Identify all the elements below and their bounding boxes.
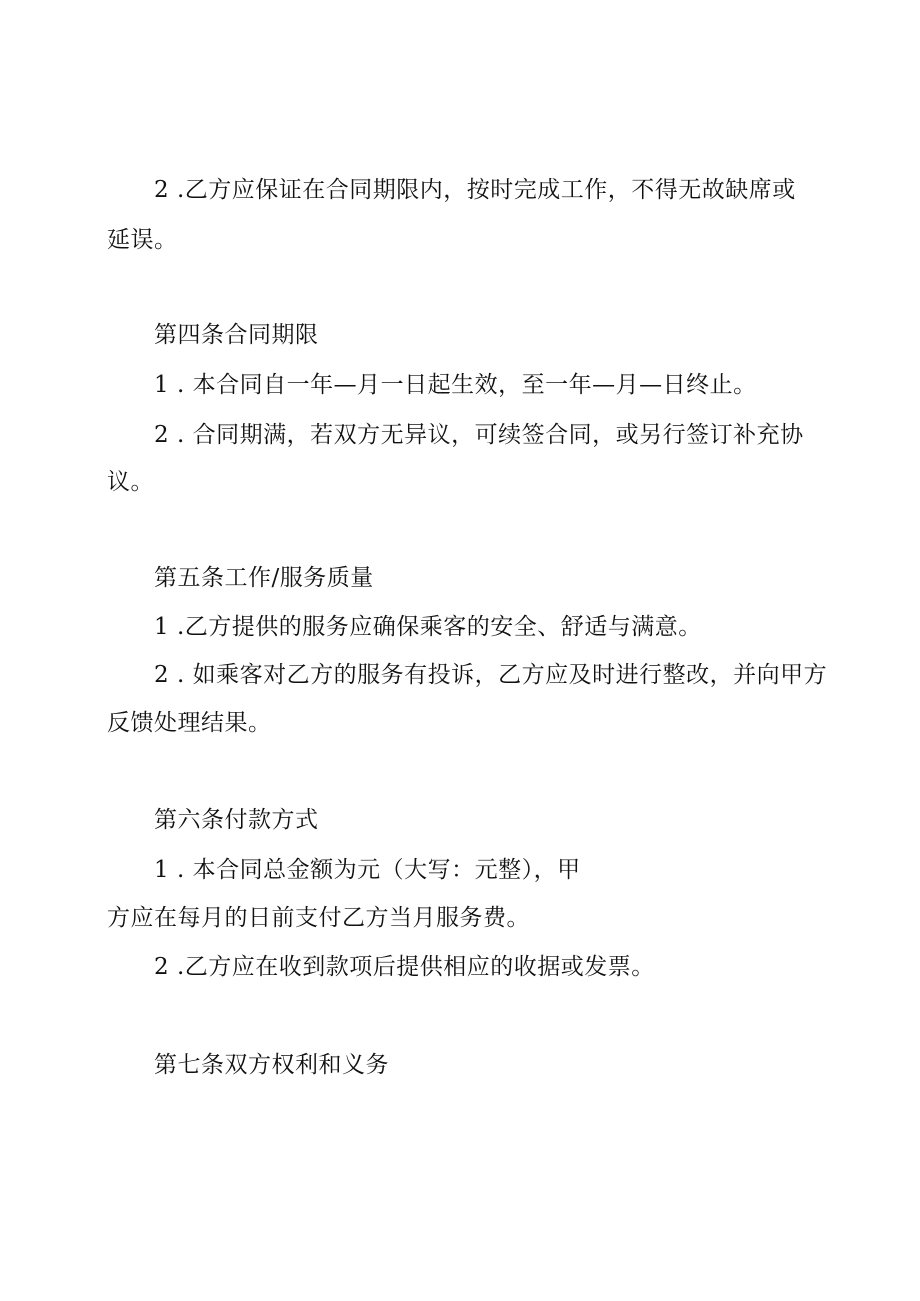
section-heading-article-6: 第六条付款方式 xyxy=(154,807,319,833)
paragraph-line: 延误。 xyxy=(107,227,178,253)
paragraph-line: 2 .乙方应在收到款项后提供相应的收据或发票。 xyxy=(154,954,655,980)
section-heading-article-5: 第五条工作/服务质量 xyxy=(154,565,374,591)
paragraph-line: 议。 xyxy=(107,469,154,495)
paragraph-line: 1 . 本合同总金额为元（大写：元整），甲 xyxy=(154,857,581,883)
paragraph-line: 2 .乙方应保证在合同期限内，按时完成工作，不得无故缺席或 xyxy=(154,177,796,203)
paragraph-line: 1 . 本合同自一年—月一日起生效，至一年—月—日终止。 xyxy=(154,372,757,398)
paragraph-line: 1 .乙方提供的服务应确保乘客的安全、舒适与满意。 xyxy=(154,614,702,640)
section-heading-article-4: 第四条合同期限 xyxy=(154,322,319,348)
paragraph-line: 方应在每月的日前支付乙方当月服务费。 xyxy=(107,905,530,931)
paragraph-line: 2 . 合同期满，若双方无异议，可续签合同，或另行签订补充协 xyxy=(154,422,804,448)
paragraph-line: 反馈处理结果。 xyxy=(107,710,272,736)
section-heading-article-7: 第七条双方权利和义务 xyxy=(154,1052,389,1078)
paragraph-line: 2 . 如乘客对乙方的服务有投诉，乙方应及时进行整改，并向甲方 xyxy=(154,662,828,688)
